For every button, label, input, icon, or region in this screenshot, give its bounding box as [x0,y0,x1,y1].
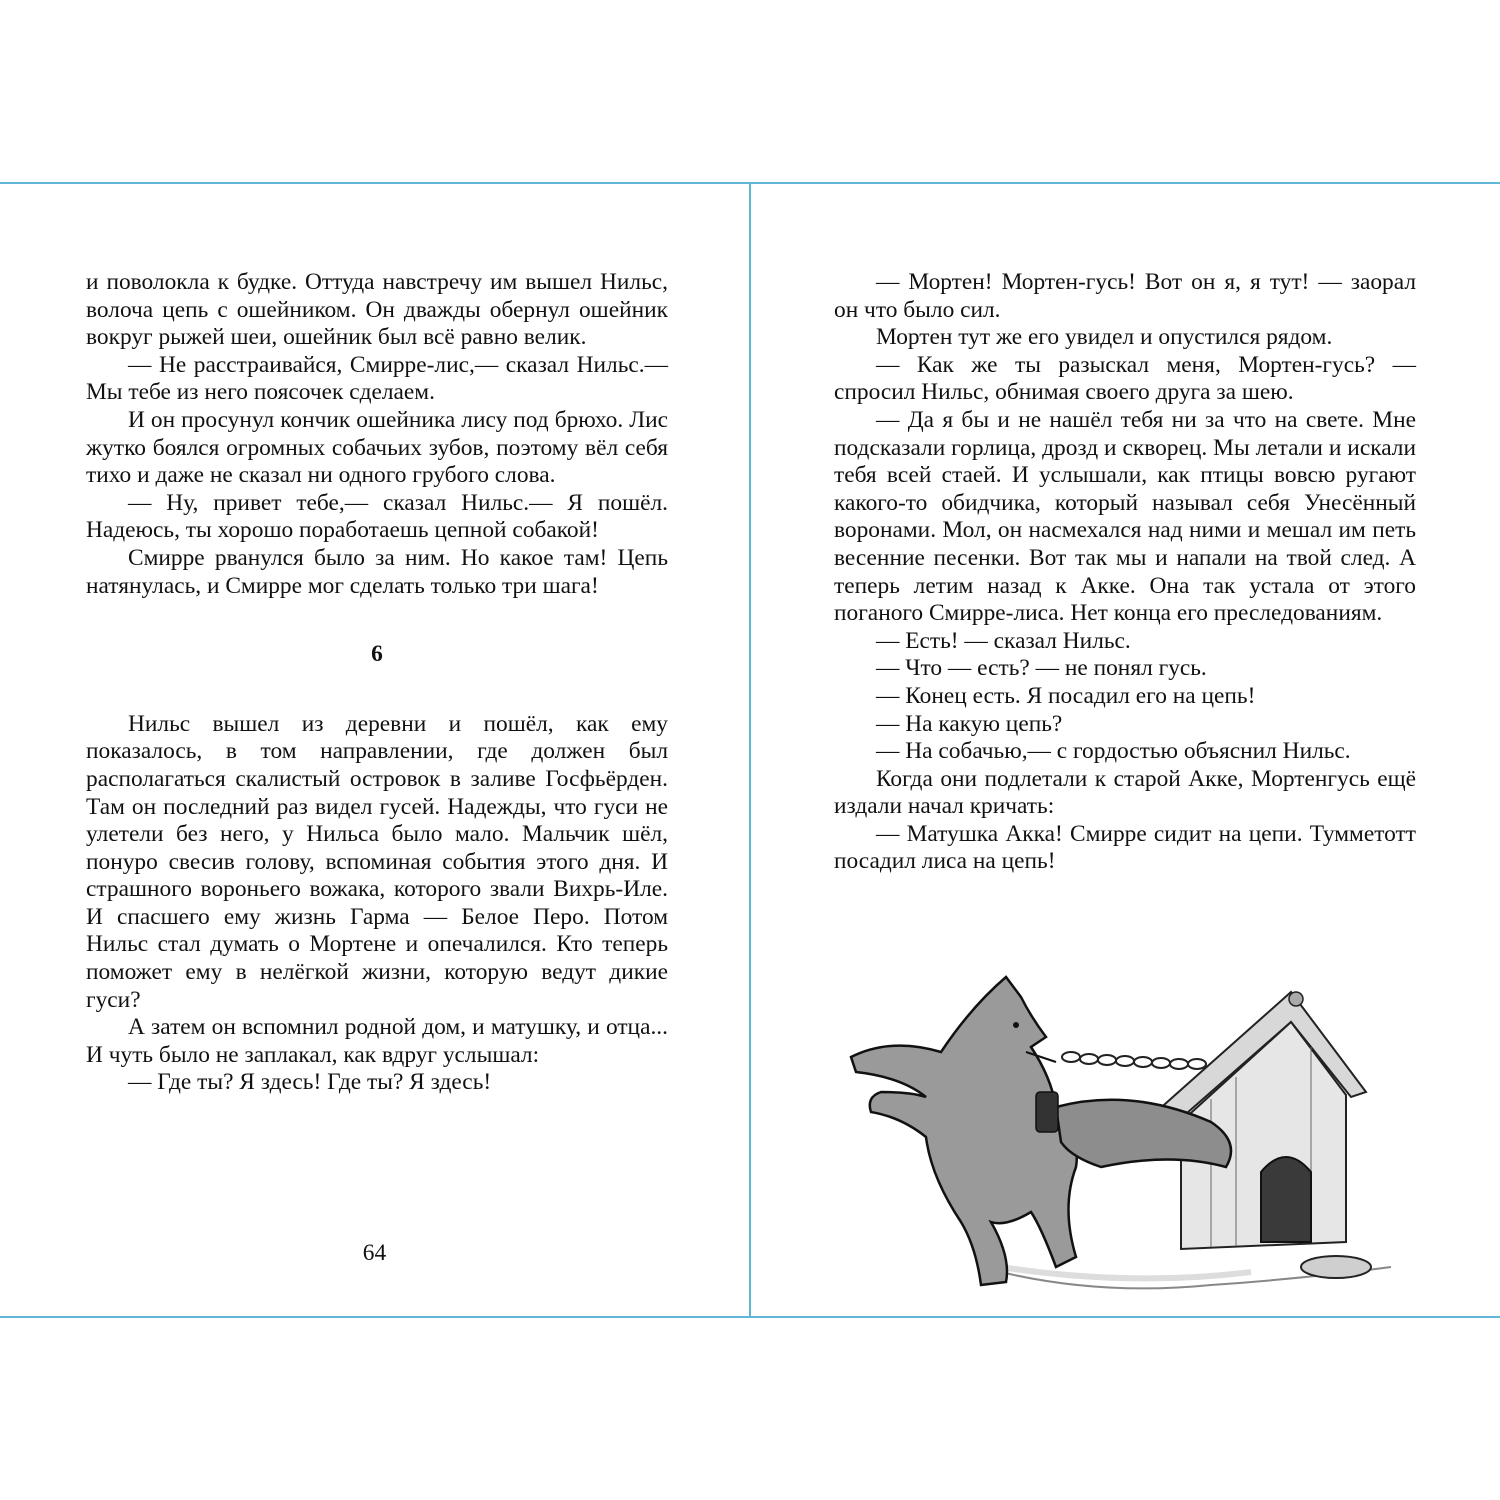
chapter-number: 6 [371,641,383,668]
paragraph: — Есть! — сказал Нильс. [876,627,1131,654]
paragraph: Мортен тут же его увидел и опустился рядом. [876,324,1333,351]
paragraph: Нильс вышел из деревни и пошёл, как ему показалось, в том направлении, где должен был располагаться скалистый островок в заливе Госфьёрден. Там он последний раз видел гусей. Надежды, что гуси не улетели без него, у Нильса было мало. Мальчик шёл, понуро свесив голову, вспоминая события этого дня. И страшного вороньего вожака, которого звали Вихрь-Иле. И спасшего ему жизнь Гарма — Белое Перо. Потом Нильс стал думать о Мортене и опечалился. Кто теперь поможет ему в нелёгкой жизни, которую ведут дикие гуси? [86,710,668,1013]
collar [1036,1092,1058,1132]
paragraph: — Ну, привет тебе,— сказал Нильс.— Я пошёл. Надеюсь, ты хорошо поработаешь цепной собакой! [86,489,668,544]
page-number: 64 [362,1240,387,1266]
paragraph: Смирре рванулся было за ним. Но какое там! Цепь натянулась, и Смирре мог сделать только три шага! [86,544,668,599]
paragraph: И он просунул кончик ошейника лису под брюхо. Лис жутко боялся огромных собачьих зубов, поэтому вёл себя тихо и даже не сказал ни одного грубого слова. [86,406,668,489]
left-page [0,182,749,1318]
paragraph: — Матушка Акка! Смирре сидит на цепи. Тумметотт посадил лиса на цепь! [834,820,1416,875]
paragraph: — Что — есть? — не понял гусь. [876,655,1207,682]
paragraph: — Да я бы и не нашёл тебя ни за что на свете. Мне подсказали горлица, дрозд и скворец. Мы летали и искали тебя всей стаей. И услышали, как птицы вовсю ругают какого-то обидчика, который называл себя Унесённый воронами. Мол, он насмехался над ними и мешал им петь весенние песенки. Вот так мы и напали на твой след. А теперь летим назад к Акке. Она так устала от этого поганого Смирре-лиса. Нет конца его преследованиям. [834,406,1416,627]
paragraph: — Мортен! Мортен-гусь! Вот он я, я тут! — заорал он что было сил. [834,269,1416,323]
bowl-drawing [1301,1256,1371,1278]
chain-drawing [1062,1052,1206,1069]
paragraph: Когда они подлетали к старой Акке, Мортенгусь ещё издали начал кричать: [834,765,1416,820]
paragraph: — Где ты? Я здесь! Где ты? Я здесь! [128,1069,492,1096]
left-text-column [86,269,668,1097]
fox-drawing [851,977,1231,1285]
paragraph: — Как же ты разыскал меня, Мортен-гусь? — спросил Нильс, обнимая своего друга за шею. [834,351,1416,406]
paragraph: А затем он вспомнил родной дом, и матушку, и отца... И чуть было не заплакал, как вдруг услышал: [86,1014,668,1068]
fox-on-chain-illustration [831,967,1416,1312]
paragraph: — Не расстраивайся, Смирре-лис,— сказал Нильс.— Мы тебе из него поясочек сделаем. [86,351,668,406]
right-text-column [834,269,1416,876]
right-page [751,182,1500,1318]
ground-shadow [1001,1267,1251,1278]
paragraph: — Конец есть. Я посадил его на цепь! [876,682,1256,709]
paragraph: — На собачью,— с гордостью объяснил Нильс. [876,738,1351,765]
paragraph: и поволокла к будке. Оттуда навстречу им вышел Нильс, волоча цепь с ошейником. Он дважды обернул ошейник вокруг рыжей шеи, ошейник был всё равно велик. [86,269,668,351]
paragraph: — На какую цепь? [876,710,1063,737]
